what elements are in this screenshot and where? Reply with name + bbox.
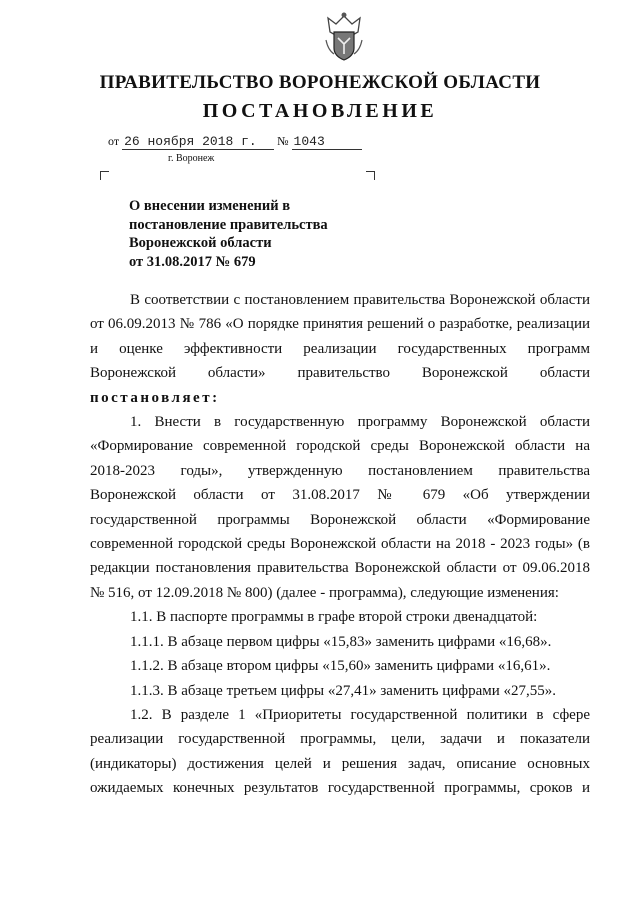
- subject-line: Воронежской области: [129, 235, 272, 251]
- item-1-1-1: 1.1.1. В абзаце первом цифры «15,83» заменить цифрами «16,68».: [130, 633, 552, 650]
- corner-bracket-right: [366, 171, 375, 180]
- document-type: ПОСТАНОВЛЕНИЕ: [202, 100, 438, 122]
- coat-of-arms-icon: [322, 10, 366, 64]
- resolves-word: постановляет:: [90, 389, 220, 406]
- subject-line: постановление правительства: [129, 216, 328, 233]
- government-title: ПРАВИТЕЛЬСТВО ВОРОНЕЖСКОЙ ОБЛАСТИ: [99, 72, 541, 93]
- subject-line: от 31.08.2017 № 679: [129, 253, 256, 270]
- item-1-2: 1.2. В разделе 1 «Приоритеты государственной политики в сфере реализации государственной программы, цели, задачи и показатели (индикаторы) достижения целей и решения задач, описание основных ожидаемых конечных результатов государственной программы, сроков и: [90, 706, 590, 797]
- document-body: [90, 288, 590, 801]
- item-1: 1. Внести в государственную программу Воронежской области «Формирование современной городской среды Воронежской области на 2018-2023 годы», утвержденную постановлением правительства Воронежской области от 31.08.2017 № 679 «Об утверждении государственной программы Воронежской области «Формирование современной городской среды Воронежской области на 2018 - 2023 годы» (в редакции постановления правительства Воронежской области от 09.06.2018 № 516, от 12.09.2018 № 800) (далее - программа), следующие изменения:: [90, 414, 590, 601]
- document-date: 26 ноября 2018 г.: [124, 134, 257, 149]
- number-label: №: [277, 134, 289, 148]
- intro-paragraph: [90, 288, 590, 410]
- item-1-1: 1.1. В паспорте программы в графе второй строки двенадцатой:: [130, 609, 538, 626]
- subject-line: О внесении изменений в: [129, 198, 291, 214]
- document-number: 1043: [293, 134, 325, 149]
- city-label: г. Воронеж: [168, 153, 215, 164]
- item-1-1-2: 1.1.2. В абзаце втором цифры «15,60» заменить цифрами «16,61».: [130, 658, 551, 675]
- corner-bracket-left: [100, 171, 109, 180]
- document-subject: [129, 197, 328, 271]
- date-number-line: [108, 134, 362, 150]
- from-label: от: [108, 134, 120, 148]
- intro-text: В соответствии с постановлением правительства Воронежской области от 06.09.2013 № 786 «О порядке принятия решений о разработке, реализации и оценке эффективности реализации государственных программ Воронежской области» правительство Воронежской области: [90, 292, 590, 382]
- item-1-1-3: 1.1.3. В абзаце третьем цифры «27,41» заменить цифрами «27,55».: [130, 682, 556, 699]
